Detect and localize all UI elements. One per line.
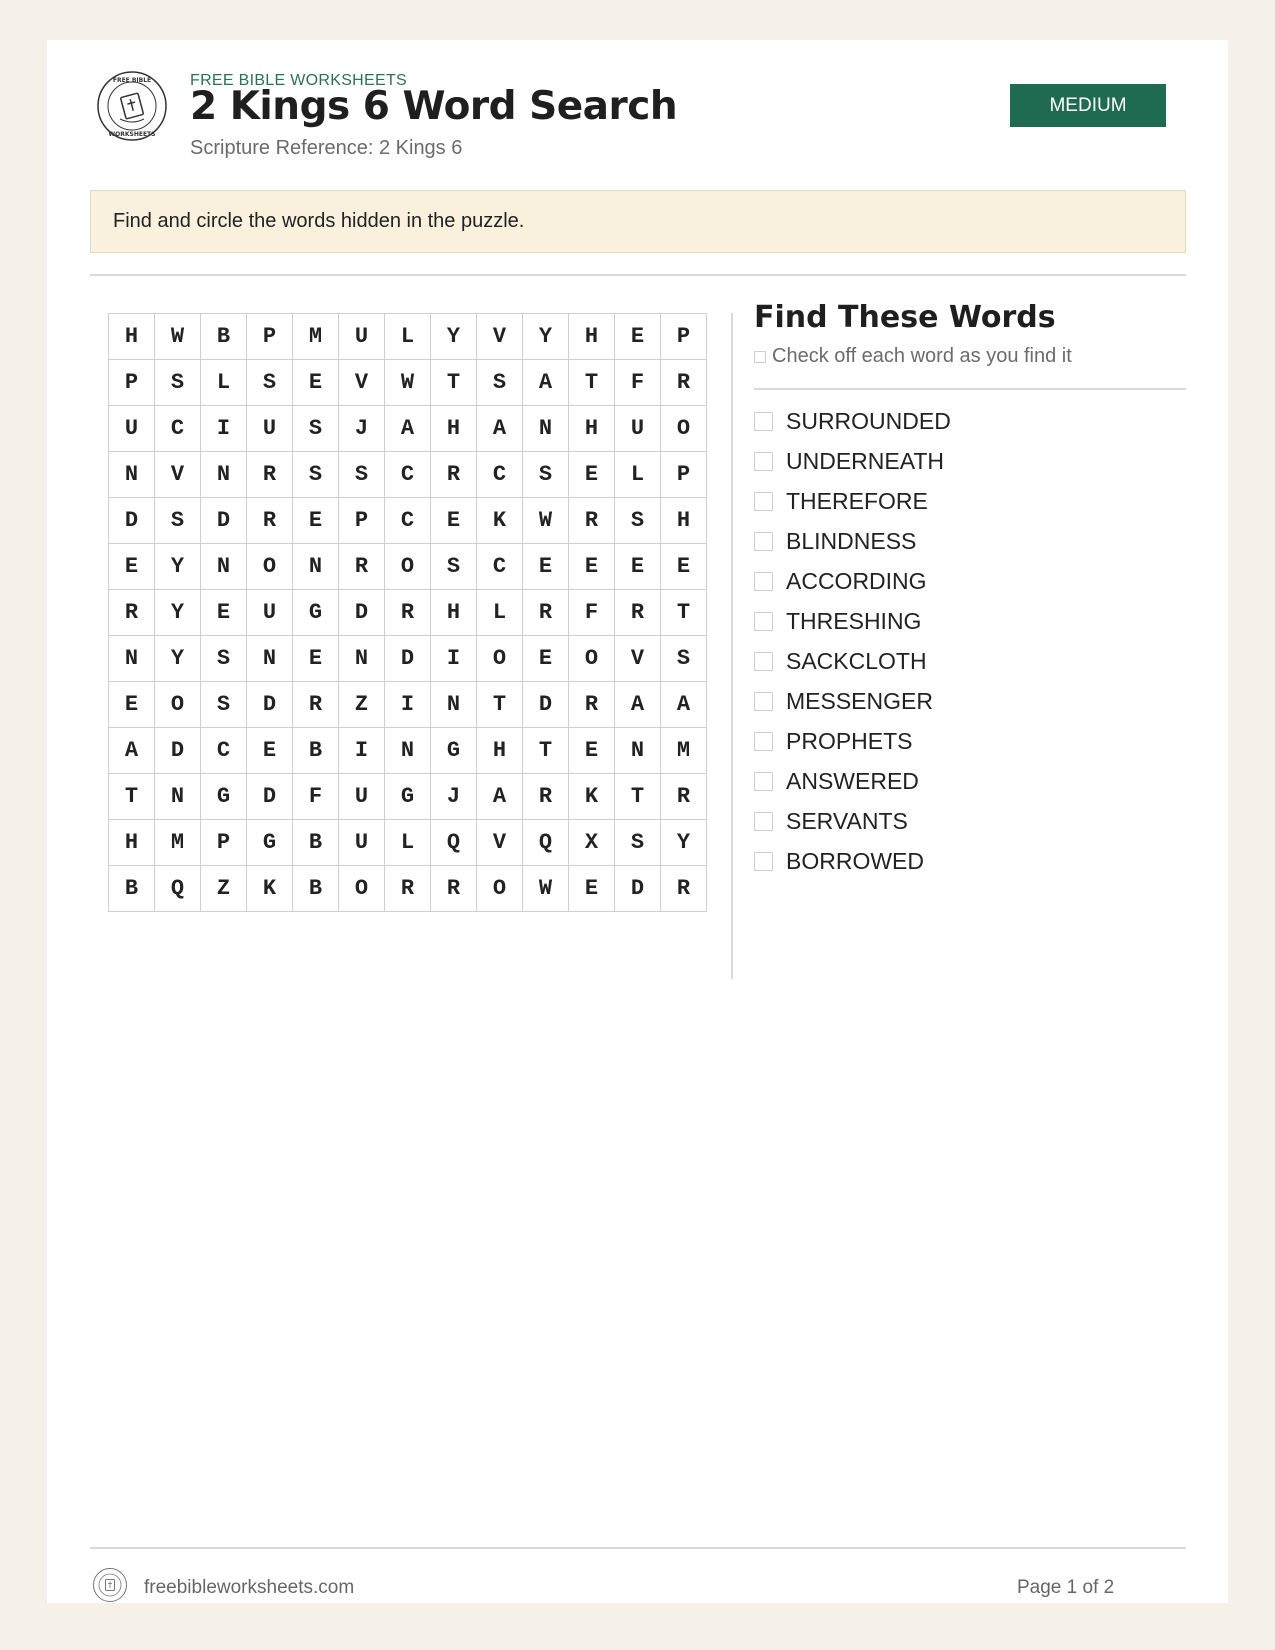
grid-cell: S: [201, 682, 247, 728]
footer-page-number: Page 1 of 2: [1017, 1577, 1115, 1598]
grid-cell: O: [247, 544, 293, 590]
grid-cell: V: [155, 452, 201, 498]
word-list-item: [754, 721, 951, 761]
grid-cell: V: [615, 636, 661, 682]
grid-cell: L: [477, 590, 523, 636]
grid-cell: R: [615, 590, 661, 636]
instructions-box: [90, 190, 1186, 253]
difficulty-badge: MEDIUM: [1010, 84, 1166, 127]
grid-cell: A: [615, 682, 661, 728]
grid-cell: D: [247, 682, 293, 728]
grid-cell: U: [339, 774, 385, 820]
grid-cell: O: [477, 866, 523, 912]
grid-cell: W: [155, 314, 201, 360]
word-list-hint-text: Check off each word as you find it: [772, 345, 1072, 367]
grid-cell: E: [201, 590, 247, 636]
grid-cell: H: [477, 728, 523, 774]
instructions-text: Find and circle the words hidden in the puzzle.: [113, 210, 525, 232]
grid-cell: N: [155, 774, 201, 820]
grid-cell: B: [293, 866, 339, 912]
grid-cell: T: [431, 360, 477, 406]
grid-cell: I: [431, 636, 477, 682]
grid-cell: S: [155, 498, 201, 544]
grid-cell: N: [109, 452, 155, 498]
grid-cell: G: [431, 728, 477, 774]
word-label: UNDERNEATH: [786, 447, 945, 474]
grid-cell: D: [201, 498, 247, 544]
worksheet-page: [47, 40, 1228, 1603]
grid-cell: F: [615, 360, 661, 406]
grid-cell: H: [431, 590, 477, 636]
grid-cell: Q: [523, 820, 569, 866]
grid-cell: E: [569, 544, 615, 590]
word-list-item: [754, 641, 951, 681]
grid-cell: P: [109, 360, 155, 406]
grid-cell: E: [615, 314, 661, 360]
grid-cell: F: [569, 590, 615, 636]
grid-cell: E: [293, 360, 339, 406]
grid-cell: N: [615, 728, 661, 774]
footer-divider: [90, 1547, 1186, 1549]
grid-cell: Z: [339, 682, 385, 728]
grid-cell: P: [661, 314, 707, 360]
word-label: BLINDNESS: [786, 527, 917, 554]
word-checkbox[interactable]: [754, 732, 773, 751]
word-label: PROPHETS: [786, 727, 913, 754]
grid-cell: R: [431, 866, 477, 912]
grid-cell: N: [523, 406, 569, 452]
grid-cell: U: [615, 406, 661, 452]
word-list-divider: [754, 388, 1186, 390]
grid-cell: J: [339, 406, 385, 452]
grid-cell: R: [339, 544, 385, 590]
grid-cell: M: [293, 314, 339, 360]
word-checkbox[interactable]: [754, 692, 773, 711]
grid-cell: L: [201, 360, 247, 406]
grid-cell: R: [661, 360, 707, 406]
grid-cell: T: [109, 774, 155, 820]
word-label: SERVANTS: [786, 807, 908, 834]
grid-cell: O: [339, 866, 385, 912]
word-label: SURROUNDED: [786, 407, 951, 434]
grid-cell: D: [339, 590, 385, 636]
grid-cell: H: [109, 314, 155, 360]
grid-cell: A: [109, 728, 155, 774]
svg-text:FREE BIBLE: FREE BIBLE: [112, 77, 152, 84]
grid-cell: V: [477, 314, 523, 360]
grid-cell: P: [201, 820, 247, 866]
grid-cell: U: [247, 406, 293, 452]
grid-cell: B: [109, 866, 155, 912]
grid-cell: H: [109, 820, 155, 866]
grid-cell: I: [385, 682, 431, 728]
brand-eyebrow: FREE BIBLE WORKSHEETS: [190, 72, 408, 89]
grid-cell: C: [201, 728, 247, 774]
grid-cell: T: [661, 590, 707, 636]
grid-cell: Y: [155, 590, 201, 636]
grid-cell: O: [155, 682, 201, 728]
grid-cell: R: [661, 866, 707, 912]
grid-cell: E: [661, 544, 707, 590]
word-list-item: [754, 561, 951, 601]
word-label: SACKCLOTH: [786, 647, 927, 674]
grid-cell: E: [247, 728, 293, 774]
grid-cell: U: [247, 590, 293, 636]
grid-cell: U: [339, 314, 385, 360]
grid-cell: Q: [155, 866, 201, 912]
grid-cell: R: [569, 498, 615, 544]
grid-cell: L: [615, 452, 661, 498]
grid-cell: R: [523, 774, 569, 820]
grid-cell: N: [385, 728, 431, 774]
grid-cell: S: [247, 360, 293, 406]
grid-cell: R: [523, 590, 569, 636]
grid-cell: S: [293, 452, 339, 498]
grid-cell: C: [385, 498, 431, 544]
word-label: BORROWED: [786, 847, 924, 874]
grid-cell: H: [431, 406, 477, 452]
grid-cell: E: [293, 636, 339, 682]
grid-cell: D: [247, 774, 293, 820]
grid-cell: E: [569, 452, 615, 498]
grid-cell: S: [615, 820, 661, 866]
grid-cell: E: [569, 866, 615, 912]
grid-cell: F: [293, 774, 339, 820]
grid-cell: U: [109, 406, 155, 452]
grid-cell: Q: [431, 820, 477, 866]
grid-cell: B: [293, 820, 339, 866]
grid-cell: Y: [661, 820, 707, 866]
word-checkbox[interactable]: [754, 492, 773, 511]
grid-cell: P: [339, 498, 385, 544]
grid-cell: I: [201, 406, 247, 452]
grid-cell: E: [615, 544, 661, 590]
grid-cell: G: [293, 590, 339, 636]
grid-cell: N: [431, 682, 477, 728]
grid-cell: T: [477, 682, 523, 728]
word-label: ANSWERED: [786, 767, 919, 794]
grid-cell: R: [661, 774, 707, 820]
word-list-item: [754, 401, 951, 441]
grid-cell: A: [661, 682, 707, 728]
grid-cell: O: [385, 544, 431, 590]
grid-cell: N: [109, 636, 155, 682]
grid-cell: A: [477, 774, 523, 820]
word-checkbox[interactable]: [754, 412, 773, 431]
word-checkbox[interactable]: [754, 572, 773, 591]
grid-cell: W: [385, 360, 431, 406]
word-checkbox[interactable]: [754, 812, 773, 831]
grid-cell: S: [431, 544, 477, 590]
word-list-item: [754, 801, 951, 841]
grid-cell: D: [615, 866, 661, 912]
grid-cell: R: [247, 498, 293, 544]
grid-cell: M: [155, 820, 201, 866]
grid-cell: W: [523, 866, 569, 912]
word-list-item: [754, 761, 951, 801]
bible-worksheets-logo-icon: [96, 70, 168, 142]
grid-cell: D: [155, 728, 201, 774]
grid-cell: C: [155, 406, 201, 452]
page-title: 2 Kings 6 Word Search: [190, 84, 678, 129]
word-list-item: [754, 441, 951, 481]
grid-cell: S: [477, 360, 523, 406]
grid-cell: E: [431, 498, 477, 544]
grid-cell: M: [661, 728, 707, 774]
grid-cell: R: [293, 682, 339, 728]
word-list-item: [754, 681, 951, 721]
grid-cell: S: [523, 452, 569, 498]
grid-cell: N: [201, 452, 247, 498]
word-checkbox[interactable]: [754, 452, 773, 471]
grid-cell: D: [109, 498, 155, 544]
word-list-item: [754, 481, 951, 521]
grid-cell: R: [247, 452, 293, 498]
grid-cell: Y: [431, 314, 477, 360]
grid-cell: I: [339, 728, 385, 774]
grid-cell: T: [523, 728, 569, 774]
grid-cell: N: [293, 544, 339, 590]
word-label: MESSENGER: [786, 687, 933, 714]
grid-cell: H: [569, 314, 615, 360]
grid-cell: E: [523, 636, 569, 682]
footer-website: freebibleworksheets.com: [144, 1577, 355, 1598]
word-list-hint: [754, 345, 1072, 368]
grid-cell: T: [569, 360, 615, 406]
grid-cell: X: [569, 820, 615, 866]
grid-cell: C: [385, 452, 431, 498]
grid-cell: K: [477, 498, 523, 544]
grid-cell: E: [109, 544, 155, 590]
grid-cell: C: [477, 544, 523, 590]
grid-cell: G: [385, 774, 431, 820]
grid-cell: S: [615, 498, 661, 544]
grid-cell: R: [385, 866, 431, 912]
svg-text:WORKSHEETS: WORKSHEETS: [108, 131, 156, 138]
grid-cell: A: [523, 360, 569, 406]
grid-cell: P: [661, 452, 707, 498]
grid-cell: B: [293, 728, 339, 774]
grid-cell: G: [201, 774, 247, 820]
grid-cell: S: [155, 360, 201, 406]
grid-cell: N: [247, 636, 293, 682]
grid-cell: Z: [201, 866, 247, 912]
word-checkbox[interactable]: [754, 652, 773, 671]
grid-cell: E: [523, 544, 569, 590]
word-checkbox[interactable]: [754, 612, 773, 631]
grid-cell: S: [339, 452, 385, 498]
grid-cell: V: [339, 360, 385, 406]
word-search-grid: [108, 313, 707, 912]
word-label: THRESHING: [786, 607, 922, 634]
grid-cell: Y: [155, 544, 201, 590]
grid-cell: Y: [523, 314, 569, 360]
word-list-item: [754, 841, 951, 881]
grid-cell: R: [385, 590, 431, 636]
grid-cell: D: [523, 682, 569, 728]
grid-cell: Y: [155, 636, 201, 682]
grid-cell: U: [339, 820, 385, 866]
scripture-reference: Scripture Reference: 2 Kings 6: [190, 137, 463, 159]
grid-cell: N: [201, 544, 247, 590]
word-checkbox[interactable]: [754, 852, 773, 871]
grid-cell: E: [569, 728, 615, 774]
grid-cell: R: [431, 452, 477, 498]
footer-logo-icon: [92, 1567, 128, 1603]
word-list: [754, 401, 951, 881]
grid-cell: H: [569, 406, 615, 452]
grid-cell: B: [201, 314, 247, 360]
grid-cell: S: [201, 636, 247, 682]
word-checkbox[interactable]: [754, 772, 773, 791]
column-divider: [731, 313, 733, 979]
grid-cell: J: [431, 774, 477, 820]
grid-cell: L: [385, 820, 431, 866]
word-label: THEREFORE: [786, 487, 928, 514]
grid-cell: R: [109, 590, 155, 636]
grid-cell: E: [293, 498, 339, 544]
word-list-title: Find These Words: [754, 300, 1056, 335]
grid-cell: O: [661, 406, 707, 452]
grid-cell: G: [247, 820, 293, 866]
grid-cell: C: [477, 452, 523, 498]
grid-cell: N: [339, 636, 385, 682]
grid-cell: E: [109, 682, 155, 728]
grid-cell: O: [569, 636, 615, 682]
grid-cell: D: [385, 636, 431, 682]
grid-cell: A: [385, 406, 431, 452]
grid-cell: O: [477, 636, 523, 682]
grid-cell: K: [247, 866, 293, 912]
grid-cell: S: [293, 406, 339, 452]
grid-cell: H: [661, 498, 707, 544]
grid-cell: R: [569, 682, 615, 728]
grid-cell: L: [385, 314, 431, 360]
word-list-item: [754, 601, 951, 641]
grid-cell: V: [477, 820, 523, 866]
word-checkbox[interactable]: [754, 532, 773, 551]
grid-cell: T: [615, 774, 661, 820]
header-divider: [90, 274, 1186, 276]
grid-cell: K: [569, 774, 615, 820]
grid-cell: S: [661, 636, 707, 682]
word-label: ACCORDING: [786, 567, 927, 594]
grid-cell: W: [523, 498, 569, 544]
hint-checkbox-icon: [754, 351, 766, 363]
word-list-item: [754, 521, 951, 561]
grid-cell: P: [247, 314, 293, 360]
grid-cell: A: [477, 406, 523, 452]
